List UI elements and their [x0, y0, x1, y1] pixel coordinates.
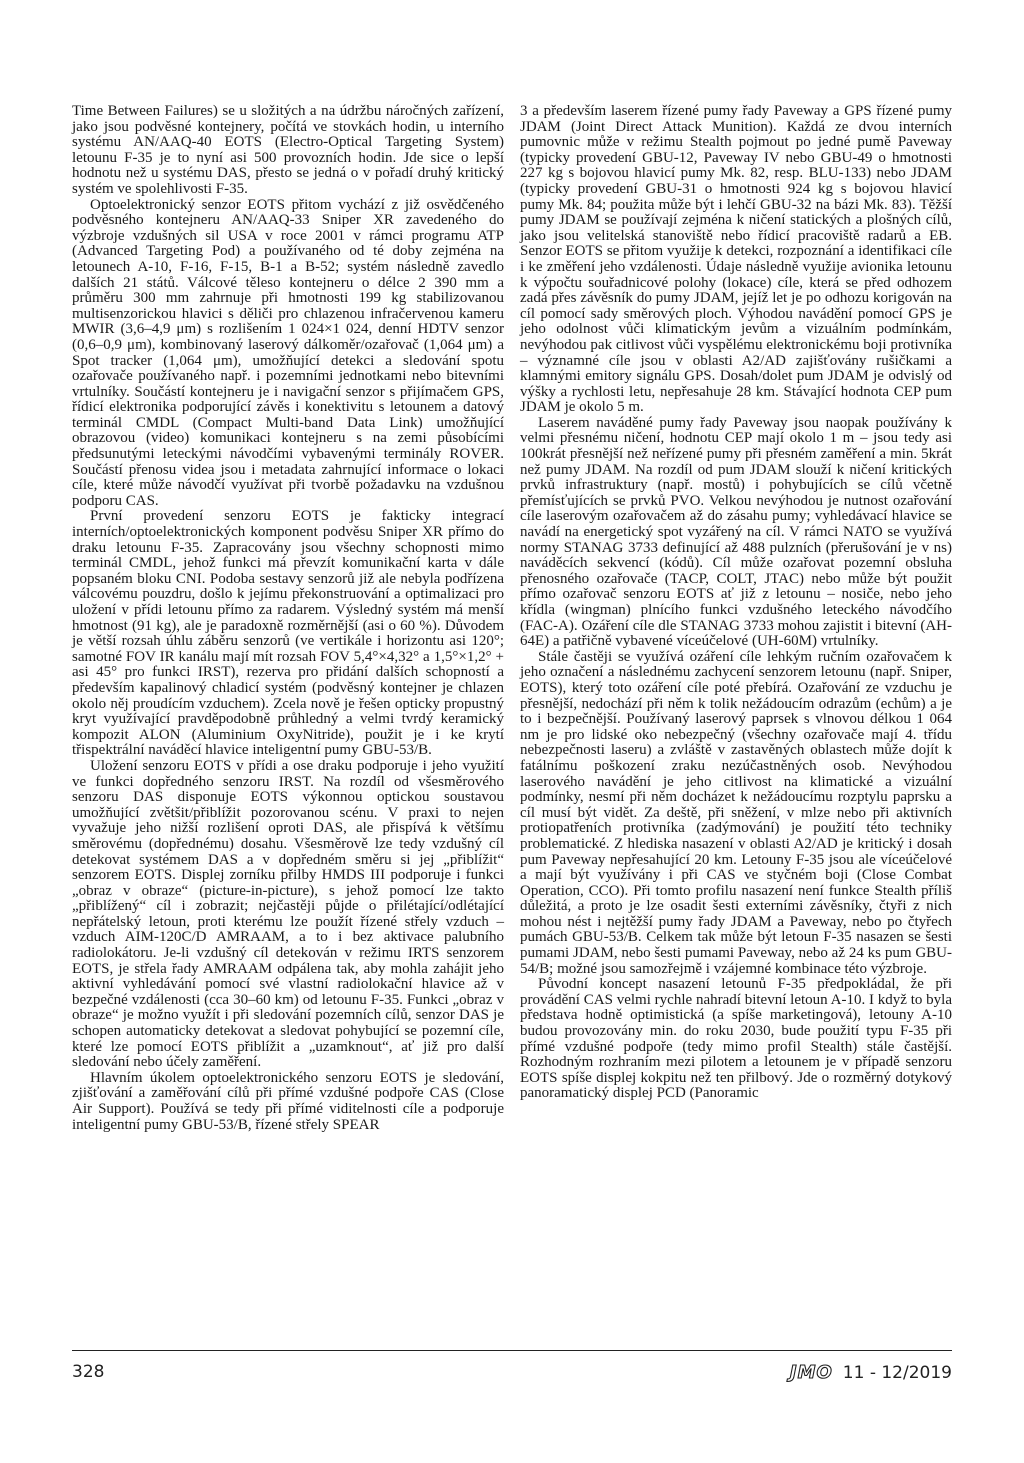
paragraph: Původní koncept nasazení letounů F-35 předpokládal, že při provádění CAS velmi rychle nahradí bitevní letoun A-10. I když to byla představa hodně optimistická (a spíše marketingová), letouny A-10 budou provozovány min. do roku 2030, bude použití typu F-35 při přímé vzdušné podpoře (tedy mimo profil Stealth) stále častější. Rozhodným rozhraním mezi pilotem a letounem je v případě senzoru EOTS spíše displej kokpitu než ten přilbový. Jde o rozměrný dotykový panoramatický displej PCD (Panoramic: [520, 976, 952, 1102]
paragraph: Time Between Failures) se u složitých a na údržbu náročných zařízení, jako jsou podvěsné kontejnery, počítá ve stovkách hodin, u interního systému AN/AAQ-40 EOTS (Electro-Optical Targeting System) letounu F-35 je to nyní asi 500 provozních hodin. Jde sice o lepší hodnotu než u systému DAS, přesto se jedná o v pořadí druhý kritický systém ve spolehlivosti F-35.: [72, 103, 504, 197]
footer-issue: [790, 1362, 952, 1383]
paragraph: První provedení senzoru EOTS je fakticky integrací interních/optoelektronických komponent podvěsu Sniper XR přímo do draku letounu F-35. Zapracovány jsou všechny schopnosti mimo terminál CMDL, jehož funkci má převzít komunikační karta v dále popsaném bloku CNI. Podoba sestavy senzorů již ale nebyla podřízena válcovému pouzdru, došlo k jejímu překonstruování a optimalizaci pro uložení v přídi letounu přímo za radarem. Výsledný systém má menší hmotnost (91 kg), ale je paradoxně rozměrnější (asi o 60 %). Důvodem je větší rozsah úhlu záběru senzorů (ve vertikále i horizontu asi 120°; samotné FOV IR kanálu mají mít rozsah FOV 5,4°×4,32° a 1,5°×1,2° + asi 45° pro funkci IRST), rezerva pro přidání dalších schopností a především kapalinový chladicí systém (podvěsný kontejner je chlazen okolo něj proudícím vzduchem). Zcela nově je řešen opticky propustný kryt využívající pravděpodobně průhledný a velmi tvrdý keramický kompozit ALON (Aluminium OxyNitride), použit je i ke krytí třispektrální naváděcí hlavice inteligentní pumy GBU-53/B.: [72, 508, 504, 759]
paragraph: Optoelektronický senzor EOTS přitom vychází z již osvědčeného podvěsného kontejneru AN/AAQ-33 Sniper XR zavedeného do výzbroje vzdušných sil USA v roce 2001 v rámci programu ATP (Advanced Targeting Pod) a používaného od té doby zejména na letounech A-10, F-16, F-15, B-1 a B-52; systém následně zavedlo dalších 21 států. Válcové těleso kontejneru o délce 2 390 mm a průměru 300 mm zahrnuje při hmotnosti 199 kg stabilizovanou multisenzorickou hlavici s děliči pro chlazenou infračervenou kameru MWIR (3,6–4,9 μm) s rozlišením 1 024×1 024, denní HDTV senzor (0,6–0,9 μm), kombinovaný laserový dálkoměr/ozařovač (1,064 μm) a Spot tracker (1,064 μm), umožňující detekci a sledování spotu ozařovače používaného např. i pozemními jednotkami nebo bitevními vrtulníky. Součástí kontejneru je i navigační senzor s přijímačem GPS, řídicí elektronika podporující závěs i konektivitu s letounem a datový terminál CMDL (Compact Multi-band Data Link) umožňující obrazovou (video) komunikaci kontejneru s na zemi působícími předsunutými leteckými návodčími vybavenými terminály ROVER. Součástí přenosu videa jsou i metadata zahrnující informace o lokaci cíle, které může návodčí využívat při tvorbě požadavku na vzdušnou podporu CAS.: [72, 196, 504, 509]
issue-label: 11 - 12/2019: [842, 1362, 952, 1383]
footer-rule: [72, 1350, 952, 1351]
paragraph: 3 a především laserem řízené pumy řady Paveway a GPS řízené pumy JDAM (Joint Direct Attack Munition). Každá ze dvou interních pumovnic může v režimu Stealth pojmout po jedné pumě Paveway (typicky provedení GBU-12, Paveway IV nebo GBU-49 o hmotnosti 227 kg s bojovou hlavicí pumy Mk. 82, resp. BLU-133) nebo JDAM (typicky provedení GBU-31 o hmotnosti 924 kg s bojovou hlavicí pumy Mk. 84; použita může být i lehčí GBU-32 na bázi Mk. 83). Těžší pumy JDAM se používají zejména k ničení statických a plošných cílů, jako jsou velitelská stanoviště nebo řídicí pracoviště radarů a EB. Senzor EOTS se přitom využije k detekci, rozpoznání a identifikaci cíle i ke změření jeho vzdálenosti. Údaje následně využije avionika letounu k výpočtu souřadnicové polohy (lokace) cíle, která se před odhozem zadá přes závěsník do pumy JDAM, jejíž let je po odhozu korigován na cíl pomocí sady směrových ploch. Výhodou navádění pomocí GPS je jeho odolnost vůči klimatickým jevům a vizuálním podmínkám, nevýhodou pak citlivost vůči vyspělému elektronickému boji protivníka – významné cíle jsou v oblasti A2/AD zajišťovány rušičkami a klamnými emitory signálu GPS. Dosah/dolet pum JDAM je odvislý od výšky a rychlosti letu, nepřesahuje 28 km. Stávající hodnota CEP pum JDAM je okolo 5 m.: [520, 103, 952, 416]
magazine-logo: JMO: [789, 1362, 833, 1383]
left-column: [72, 104, 504, 1133]
paragraph: Laserem naváděné pumy řady Paveway jsou naopak používány k velmi přesnému ničení, hodnotu CEP mají okolo 1 m – jsou tedy asi 100krát přesnější než neřízené pumy při přesném zaměření a min. 5krát než pumy JDAM. Na rozdíl od pum JDAM slouží k ničení kritických prvků infrastruktury (např. mostů) i pohybujících se cílů včetně přemísťujících se prvků PVO. Velkou nevýhodou je nutnost ozařování cíle laserovým ozařovačem až do zásahu pumy; vyhledávací hlavice se navádí na energetický spot vyzářený na cíl. V rámci NATO se využívá normy STANAG 3733 definující až 488 pulzních (přerušování je v ns) naváděcích sekvencí (kódů). Cíl může ozařovat pozemní obsluha přenosného ozařovače (TACP, COLT, JTAC) nebo může být použit přímo ozařovač senzoru EOTS ať již z letounu – nosiče, nebo jeho křídla (wingman) plnícího funkci vzdušného leteckého návodčího (FAC-A). Ozáření cíle dle STANAG 3733 mohou zajistit i bitevní (AH-64E) a patřičně vybavené víceúčelové (UH-60M) vrtulníky.: [520, 414, 952, 650]
paragraph: Uložení senzoru EOTS v přídi a ose draku podporuje i jeho využití ve funkci dopředného senzoru IRST. Na rozdíl od všesměrového senzoru DAS disponuje EOTS výkonnou optickou soustavou umožňující zvětšit/přiblížit pozorovanou scénu. V praxi to nejen vyvažuje jeho nižší rozlišení oproti DAS, ale přispívá k většímu směrovému (dopřednému) dosahu. Všesměrově lze tedy vzdušný cíl detekovat systémem DAS a v dopředném směru si jej „přiblížit“ senzorem EOTS. Displej zorníku přilby HMDS III podporuje i funkci „obraz v obraze“ (picture-in-picture), s jehož pomocí lze takto „přiblížený“ cíl i zobrazit; nejčastěji půjde o přilétající/odlétající nepřátelský letoun, proti kterému lze použít řízené střely vzduch – vzduch AIM-120C/D AMRAAM, a to i bez aktivace palubního radiolokátoru. Je-li vzdušný cíl detekován v režimu IRTS senzorem EOTS, je střela řady AMRAAM odpálena tak, aby mohla zahájit jeho aktivní vyhledávání pomocí své vlastní radiolokační hlavice až v bezpečné vzdálenosti (cca 30–60 km) od letounu F-35. Funkci „obraz v obraze“ je možno využít i při sledování pozemních cílů, senzor DAS je schopen automaticky detekovat a sledovat pohybující se pozemní cíle, které lze pomocí EOTS přiblížit a „uzamknout“, ať již pro další sledování nebo účely zaměření.: [72, 757, 504, 1071]
page-number: 328: [72, 1362, 105, 1382]
paragraph: Hlavním úkolem optoelektronického senzoru EOTS je sledování, zjišťování a zaměřování cílů při přímé vzdušné podpoře CAS (Close Air Support). Používá se tedy při přímé viditelnosti cíle a podporuje inteligentní pumy GBU-53/B, řízené střely SPEAR: [72, 1069, 504, 1133]
right-column: [520, 104, 952, 1102]
paragraph: Stále častěji se využívá ozáření cíle lehkým ručním ozařovačem k jeho označení a následnému zachycení senzorem letounu (např. Sniper, EOTS), který toto ozáření cíle poté přebírá. Ozařování ze vzduchu je přesnější, nedochází při něm k tolik nežádoucím odrazům (echům) a je to i bezpečnější. Používaný laserový paprsek s vlnovou délkou 1 064 nm je pro lidské oko nebezpečný (všechny ozařovače mají 4. třídu nebezpečnosti laseru) a zvláště v zastavěných oblastech může dojít k fatálnímu poškození zraku nezúčastněných osob. Nevýhodou laserového navádění je jeho citlivost na klimatické a vizuální podmínky, nesmí při něm docházet k nežádoucímu rozptylu paprsku a cíl musí být vidět. Za deště, při sněžení, v mlze nebo při aktivních protiopatřeních protivníka (zadýmování) je použití této techniky problematické. Z hlediska nasazení v oblasti A2/AD je kritický i dosah pum Paveway nepřesahující 20 km. Letouny F-35 jsou ale víceúčelové a mají být využívány i při CAS ve styčném boji (Close Combat Operation, CCO). Při tomto profilu nasazení není funkce Stealth příliš důležitá, a proto je lze osadit šesti externími závěsníky, čtyři z nich mohou nést i nejtěžší pumy řady JDAM a Paveway, nebo po čtyřech pumách GBU-53/B. Celkem tak může být letoun F-35 nasazen se šesti pumami JDAM, nebo šesti pumami Paveway, nebo až 24 ks pum GBU-54/B; možné jsou samozřejmě i vzájemné kombinace této výzbroje.: [520, 648, 952, 977]
